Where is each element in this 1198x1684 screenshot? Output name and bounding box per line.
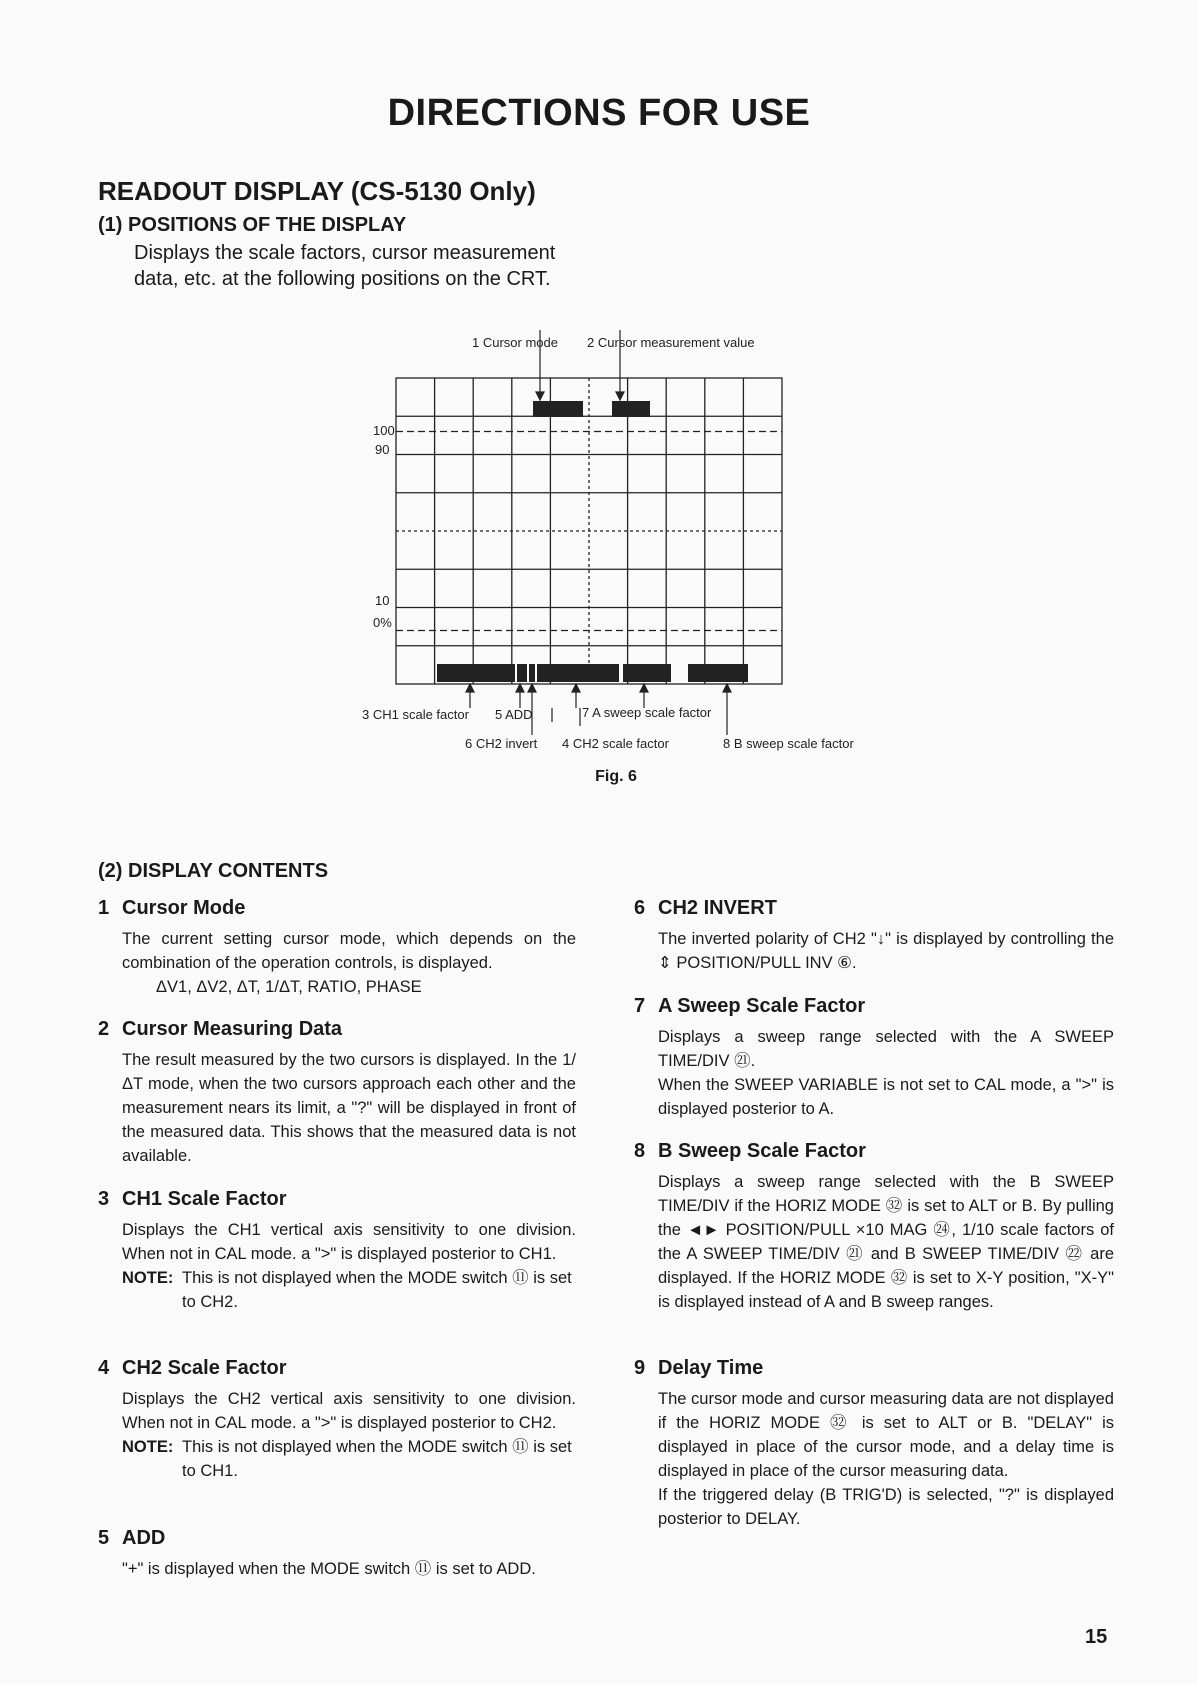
item-9-body: The cursor mode and cursor measuring data are not displayed if the HORIZ MODE ㉜ is set to ALT or B. "DELAY" is displayed in place of the cursor mode, and a delay time is displayed in place of the cursor measuring data. If the triggered delay (B TRIG'D) is selected, "?" is displayed posterior to DELAY. bbox=[658, 1390, 1114, 1528]
label-cursor-value: 2 Cursor measurement value bbox=[587, 335, 755, 350]
label-ch1-scale: 3 CH1 scale factor bbox=[362, 707, 469, 722]
axis-90: 90 bbox=[375, 442, 390, 457]
label-a-sweep: 7 A sweep scale factor bbox=[582, 705, 712, 720]
item-1-body: The current setting cursor mode, which depends on the combination of the operation controls, is displayed. ΔV1, ΔV2, ΔT, 1/ΔT, RATIO, PHASE bbox=[122, 930, 576, 996]
b-sweep-block bbox=[688, 664, 748, 682]
crt-grid bbox=[396, 378, 782, 684]
item-3-heading: 3 CH1 Scale Factor bbox=[98, 1188, 287, 1210]
section-title: READOUT DISPLAY (CS-5130 Only) bbox=[98, 176, 536, 206]
item-2-heading: 2 Cursor Measuring Data bbox=[98, 1018, 343, 1040]
item-5-heading: 5 ADD bbox=[98, 1527, 166, 1549]
cursor-value-block bbox=[612, 401, 650, 417]
ch2-scale-block bbox=[537, 664, 619, 682]
label-add: 5 ADD bbox=[495, 707, 533, 722]
contents-heading: (2) DISPLAY CONTENTS bbox=[98, 860, 329, 882]
item-8-body: Displays a sweep range selected with the B SWEEP TIME/DIV if the HORIZ MODE ㉜ is set to ALT or B. By pulling the ◄► POSITION/PULL ×10 MAG ㉔, 1/10 scale factors of the A SWEEP TIME/DIV ㉑ and B SWEEP TIME/DIV ㉒ are displayed. If the HORIZ MODE ㉜ is set to X-Y position, "X-Y" is displayed instead of A and B sweep ranges. bbox=[658, 1173, 1114, 1311]
item-3-body: Displays the CH1 vertical axis sensitivity to one division. When not in CAL mode. a ">" is displayed posterior to CH1. NOTE: This is not displayed when the MODE switch ⑪ is set to CH2. bbox=[122, 1218, 576, 1314]
item-4-heading: 4 CH2 Scale Factor bbox=[98, 1357, 287, 1379]
item-5-body: "+" is displayed when the MODE switch ⑪ is set to ADD. bbox=[122, 1560, 536, 1578]
figure-caption: Fig. 6 bbox=[595, 768, 637, 785]
item-4-body: Displays the CH2 vertical axis sensitivity to one division. When not in CAL mode. a ">" is displayed posterior to CH2. NOTE: This is not displayed when the MODE switch ⑪ is set to CH1. bbox=[122, 1387, 576, 1483]
crt-figure bbox=[340, 330, 900, 760]
label-cursor-mode: 1 Cursor mode bbox=[472, 335, 558, 350]
item-8-heading: 8 B Sweep Scale Factor bbox=[634, 1140, 866, 1162]
item-9-heading: 9 Delay Time bbox=[634, 1357, 764, 1379]
a-sweep-block bbox=[623, 664, 671, 682]
axis-100: 100 bbox=[373, 423, 395, 438]
readout-blocks bbox=[437, 401, 748, 682]
label-ch2-invert: 6 CH2 invert bbox=[465, 736, 538, 751]
axis-10: 10 bbox=[375, 593, 390, 608]
item-6-heading: 6 CH2 INVERT bbox=[634, 897, 777, 919]
item-6-body: The inverted polarity of CH2 "↓" is displayed by controlling the ⇕ POSITION/PULL INV ⑥. bbox=[658, 930, 1114, 972]
item-7-heading: 7 A Sweep Scale Factor bbox=[634, 995, 866, 1017]
positions-heading: (1) POSITIONS OF THE DISPLAY bbox=[98, 214, 407, 236]
ch1-scale-block bbox=[437, 664, 515, 682]
add-block bbox=[517, 664, 527, 682]
label-b-sweep: 8 B sweep scale factor bbox=[723, 736, 854, 751]
axis-0: 0% bbox=[373, 615, 392, 630]
item-7-body: Displays a sweep range selected with the A SWEEP TIME/DIV ㉑. When the SWEEP VARIABLE is not set to CAL mode, a ">" is displayed posterior to A. bbox=[658, 1028, 1114, 1118]
item-1-heading: 1 Cursor Mode bbox=[98, 897, 246, 919]
page-title: DIRECTIONS FOR USE bbox=[387, 92, 811, 134]
cursor-mode-block bbox=[533, 401, 583, 417]
item-2-body: The result measured by the two cursors is displayed. In the 1/ΔT mode, when the two cursors approach each other and the measurement nears its limit, a "?" will be displayed in front of the measured data. This shows that the measured data is not available. bbox=[122, 1051, 576, 1165]
item-3-note: NOTE: This is not displayed when the MODE switch ⑪ is set to CH2. bbox=[122, 1269, 572, 1311]
label-ch2-scale: 4 CH2 scale factor bbox=[562, 736, 669, 751]
positions-text: Displays the scale factors, cursor measurement data, etc. at the following positions on the CRT. bbox=[134, 242, 556, 290]
ch2-invert-block bbox=[529, 664, 535, 682]
page-number: 15 bbox=[1085, 1626, 1108, 1648]
item-4-note: NOTE: This is not displayed when the MODE switch ⑪ is set to CH1. bbox=[122, 1438, 572, 1480]
